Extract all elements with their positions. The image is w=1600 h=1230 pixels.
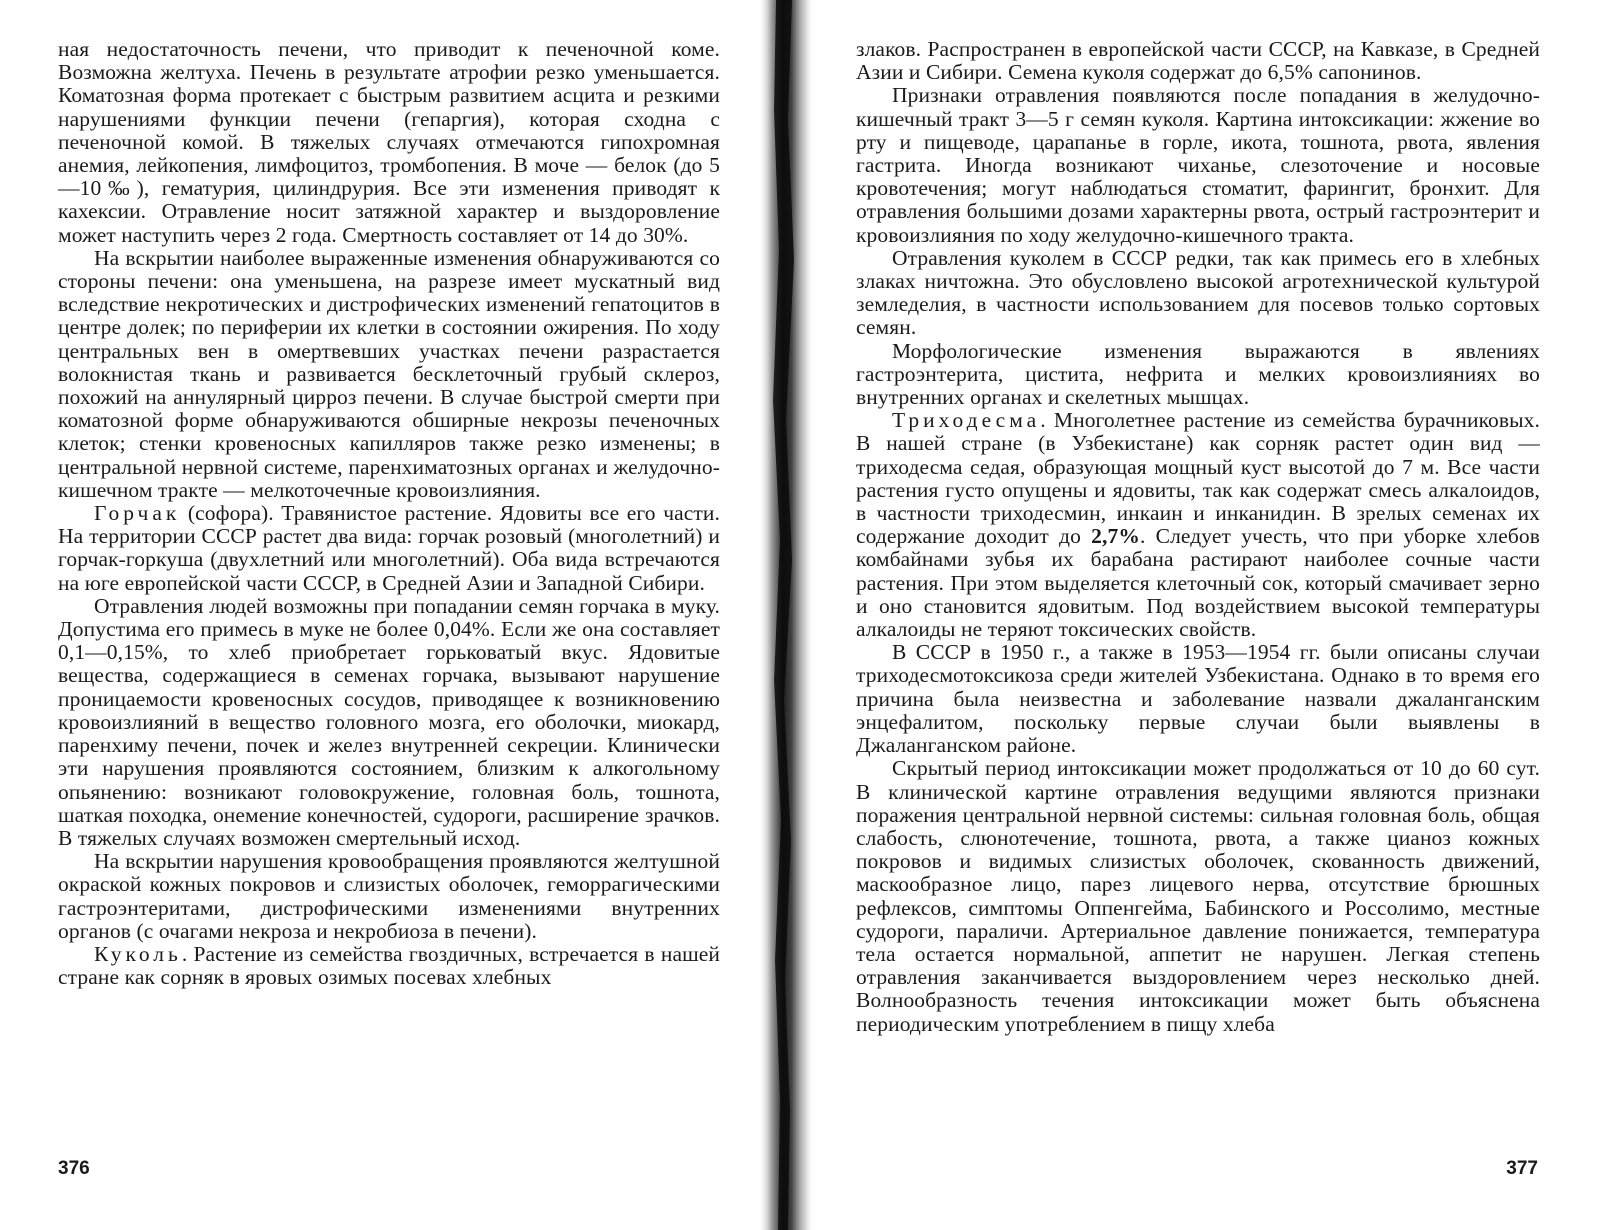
- paragraph: Отравления куколем в СССР редки, так как примесь его в хлебных злаках ничтожна. Это обусловлено высокой агротехнической культурой земледелия, в частности использованием для посевов только сортовых семян.: [856, 245, 1540, 340]
- paragraph: Куколь. Растение из семейства гвоздичных, встречается в нашей стране как сорняк в яровых озимых посевах хлебных: [58, 941, 720, 990]
- paragraph: Горчак (софора). Травянистое растение. Ядовиты все его части. На территории СССР растет два вида: горчак розовый (многолетний) и горчак-горкуша (двухлетний или многолетний). Оба вида встречаются на юге европейской части СССР, в Средней Азии и Западной Сибири.: [58, 501, 720, 595]
- left-text-column: [58, 38, 720, 989]
- gutter-shadow: [758, 0, 814, 1230]
- paragraph: Отравления людей возможны при попадании семян горчака в муку. Допустима его примесь в муке не более 0,04%. Если же она составляет 0,1—0,15%, то хлеб приобретает горьковатый вкус. Ядовитые вещества, содержащиеся в семенах горчака, вызывают нарушение проницаемости кровеносных сосудов, приводящее к возникновению кровоизлияний в вещество головного мозга, его оболочки, миокард, паренхиму печени, почек и желез внутренней секреции. Клинически эти нарушения проявляются состоянием, близким к алкогольному опьянению: возникают головокружение, головная боль, тошнота, шаткая походка, онемение конечностей, судороги, расширение зрачков. В тяжелых случаях возможен смертельный исход.: [58, 593, 720, 850]
- bold-value: 2,7%: [1091, 524, 1140, 549]
- section-term: Триходесма: [892, 408, 1041, 433]
- paragraph: На вскрытии наиболее выраженные изменения обнаруживаются со стороны печени: она уменьшена, на разрезе имеет мускатный вид вследствие некротических и дистрофических изменений гепатоцитов в центре долек; по периферии их клетки в состоянии ожирения. По ходу центральных вен в омертвевших участках печени разрастается волокнистая ткань и развивается бесклеточный грубый склероз, похожий на аннулярный цирроз печени. В случае быстрой смерти при коматозной форме обнаруживаются обширные некрозы печеночных клеток; стенки кровеносных капилляров также резко изменены; в центральной нервной системе, паренхиматозных органах и желудочно-кишечном тракте — мелкоточечные кровоизлияния.: [58, 245, 720, 502]
- book-gutter: [758, 0, 814, 1230]
- right-text-column: [856, 38, 1540, 1036]
- left-page: [0, 0, 760, 1230]
- paragraph: ная недостаточность печени, что приводит к печеночной коме. Возможна желтуха. Печень в результате атрофии резко уменьшается. Коматозная форма протекает с быстрым развитием асцита и резкими нарушениями функции печени (гепаргия), которая сходна с печеночной комой. В тяжелых случаях отмечаются гипохромная анемия, лейкопения, лимфоцитоз, тромбопения. В моче — белок (до 5—10‰), гематурия, цилиндрурия. Все эти изменения приводят к кахексии. Отравление носит затяжной характер и выздоровление может наступить через 2 года. Смертность составляет от 14 до 30%.: [58, 37, 720, 247]
- paragraph: Скрытый период интоксикации может продолжаться от 10 до 60 сут. В клинической картине отравления ведущими являются признаки поражения центральной нервной системы: сильная головная боль, общая слабость, слюнотечение, тошнота, рвота, а также цианоз кожных покровов и видимых слизистых оболочек, скованность движений, маскообразное лицо, парез лицевого нерва, отсутствие брюшных рефлексов, симптомы Оппенгейма, Бабинского и Россолимо, местные судороги, параличи. Артериальное давление понижается, температура тела остается нормальной, аппетит не нарушен. Легкая степень отравления заканчивается выздоровлением через несколько дней. Волнообразность течения интоксикации может быть объяснена периодическим употреблением в пищу хлеба: [856, 756, 1540, 1036]
- paragraph: Триходесма. Многолетнее растение из семейства бурачниковых. В нашей стране (в Узбекистане) как сорняк растет один вид — триходесма седая, образующая мощный куст высотой до 7 м. Все части растения густо опущены и ядовиты, так как содержат смесь алкалоидов, в частности триходесмин, инкаин и инканидин. В зрелых семенах их содержание доходит до 2,7%. Следует учесть, что при уборке хлебов комбайнами зубья их барабана растирают наиболее сочные части растения. При этом выделяется клеточный сок, который смачивает зерно и оно становится ядовитым. Под воздействием высокой температуры алкалоиды не теряют токсических свойств.: [856, 408, 1540, 642]
- page-number: 377: [1506, 1158, 1538, 1179]
- section-term: Горчак: [94, 501, 181, 526]
- paragraph: На вскрытии нарушения кровообращения проявляются желтушной окраской кожных покровов и слизистых оболочек, геморрагическими гастроэнтеритами, дистрофическими изменениями внутренних органов (с очагами некроза и некробиоза в печени).: [58, 849, 720, 943]
- page-number: 376: [58, 1158, 90, 1179]
- paragraph: В СССР в 1950 г., а также в 1953—1954 гг. были описаны случаи триходесмотоксикоза среди жителей Узбекистана. Однако в то время его причина была неизвестна и заболевание назвали джаланганским энцефалитом, поскольку первые случаи были выявлены в Джаланганском районе.: [856, 640, 1540, 758]
- paragraph: Признаки отравления появляются после попадания в желудочно-кишечный тракт 3—5 г семян куколя. Картина интоксикации: жжение во рту и пищеводе, царапанье в горле, икота, тошнота, рвота, явления гастрита. Иногда возникают чиханье, слезоточение и носовые кровотечения; могут наблюдаться стоматит, фарингит, бронхит. Для отравления большими дозами характерны рвота, острый гастроэнтерит и кровоизлияния по ходу желудочно-кишечного тракта.: [856, 83, 1540, 247]
- section-term: Куколь: [94, 941, 182, 966]
- right-page: [810, 0, 1600, 1230]
- paragraph: Морфологические изменения выражаются в явлениях гастроэнтерита, цистита, нефрита и мелких кровоизлияниях во внутренних органах и скелетных мышцах.: [856, 338, 1540, 410]
- paragraph: злаков. Распространен в европейской части СССР, на Кавказе, в Средней Азии и Сибири. Семена куколя содержат до 6,5% сапонинов.: [856, 37, 1540, 85]
